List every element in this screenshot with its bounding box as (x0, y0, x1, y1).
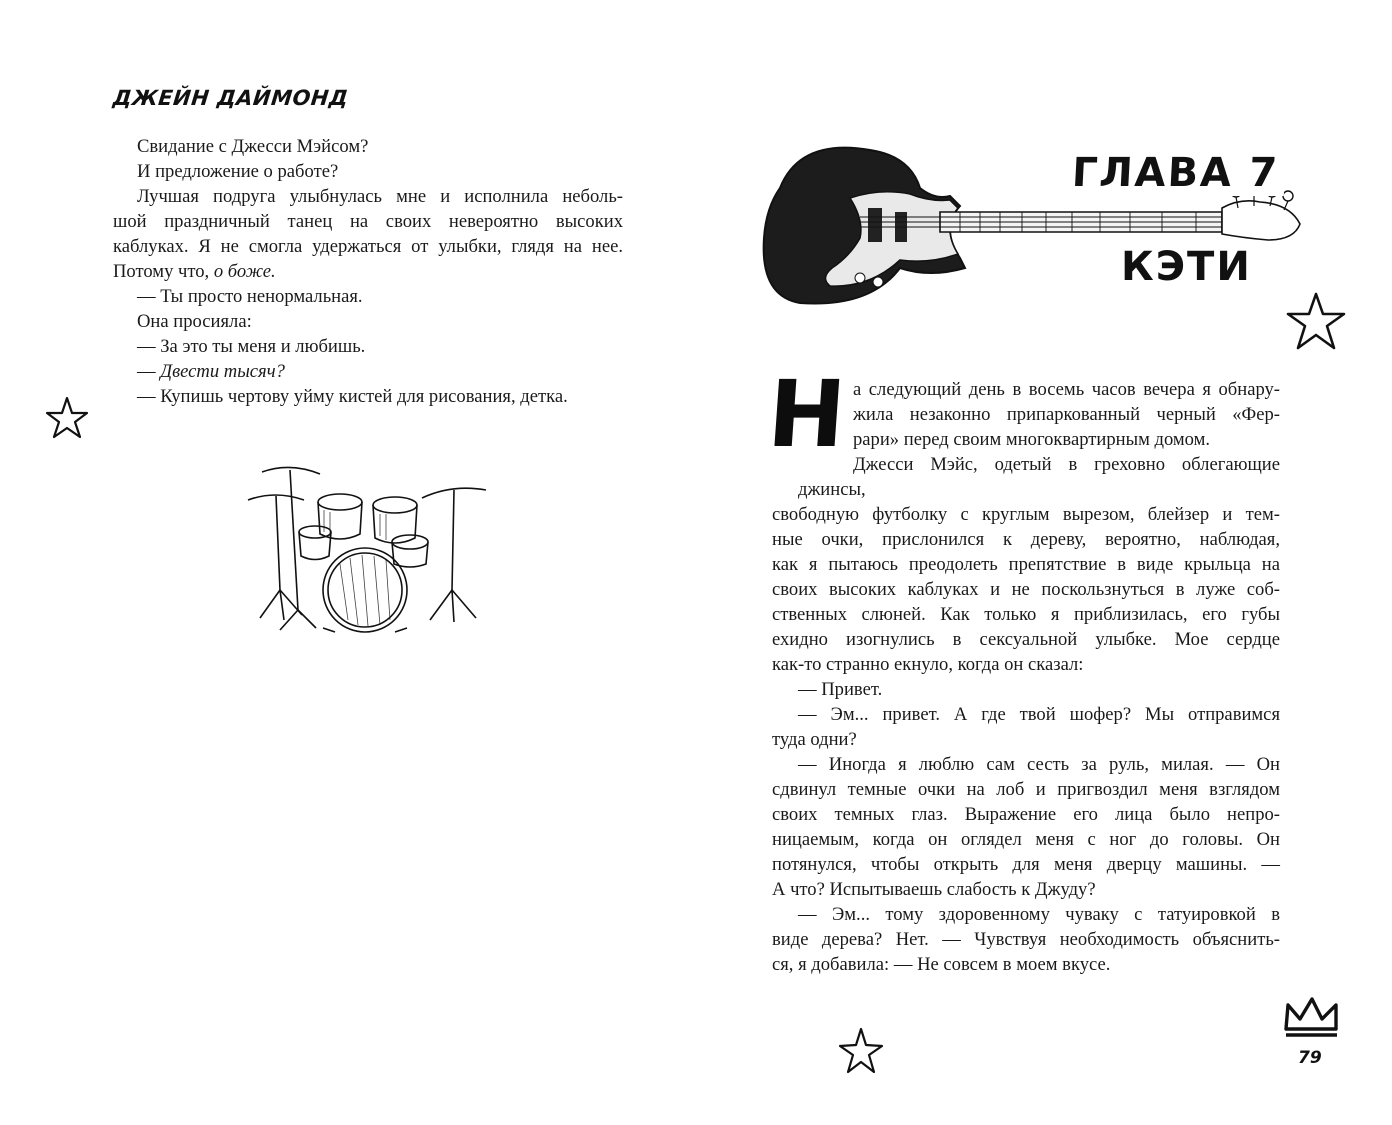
paragraph (772, 702, 1280, 752)
text-line: виде дерева? Нет. — Чувствуя необходимость объяснить- (772, 929, 1280, 950)
page-number: 79 (1298, 1048, 1322, 1068)
line-text: каблуках. Я не смогла удержаться от улыбки, глядя на нее. (113, 236, 623, 257)
paragraph (772, 452, 1280, 677)
line-text: Потому что, (113, 261, 214, 282)
line-text: — (137, 361, 161, 382)
line-text: — Купишь чертову уйму кистей для рисования, детка. (137, 386, 568, 407)
line-text: И предложение о работе? (137, 161, 339, 182)
text-line: Джесси Мэйс, одетый в греховно облегающие джинсы, (798, 454, 1280, 500)
chapter-label: ГЛАВА 7 (1065, 150, 1286, 196)
drop-cap: Н (764, 361, 849, 468)
text-line: А что? Испытываешь слабость к Джуду? (772, 879, 1096, 900)
text-line (113, 134, 623, 159)
chapter-name: КЭТИ (1121, 244, 1252, 290)
text-line: ехидно изогнулись в сексуальной улыбке. Мое сердце (772, 629, 1280, 650)
line-italic-text: о боже. (213, 261, 276, 282)
text-line: ственных слюней. Как только я приблизилась, его губы (772, 604, 1280, 625)
text-line (113, 284, 623, 309)
star-icon (44, 395, 90, 441)
line-text: Лучшая подруга улыбнулась мне и исполнила неболь- (137, 186, 623, 207)
text-line: своих высоких каблуках и не поскользнуться в луже соб- (772, 579, 1280, 600)
running-head: ДЖЕЙН ДАЙМОНД (111, 86, 350, 110)
line-text: шой праздничный танец на своих невероятно высоких (113, 211, 623, 232)
text-line: как я пытаюсь преодолеть препятствие в виде крыльца на (772, 554, 1280, 575)
text-line: рари» перед своим многоквартирным домом. (853, 429, 1211, 450)
text-line (113, 309, 623, 334)
line-text: Свидание с Джесси Мэйсом? (137, 136, 369, 157)
line-text: — За это ты меня и любишь. (137, 336, 366, 357)
text-line (113, 159, 623, 184)
text-line: — Привет. (798, 679, 883, 700)
left-page-text (113, 134, 623, 409)
text-line (113, 234, 623, 259)
text-line: — Иногда я люблю сам сесть за руль, милая. — Он (798, 754, 1280, 775)
right-page (696, 0, 1392, 1125)
text-line: а следующий день в восемь часов вечера я обнару- (853, 379, 1280, 400)
text-line (113, 209, 623, 234)
text-line: ницаемым, когда он оглядел меня с ног до головы. Он (772, 829, 1280, 850)
text-line: потянулся, чтобы открыть для меня дверцу машины. — (772, 854, 1280, 875)
text-line (113, 259, 623, 284)
text-line (113, 334, 623, 359)
text-line: ся, я добавила: — Не совсем в моем вкусе. (772, 954, 1111, 975)
text-line: своих темных глаз. Выражение его лица было непро- (772, 804, 1280, 825)
paragraph (772, 677, 1280, 702)
text-line: жила незаконно припаркованный черный «Фер- (853, 404, 1280, 425)
text-line (113, 184, 623, 209)
line-text: Она просияла: (137, 311, 252, 332)
star-icon (1284, 290, 1348, 352)
text-line: свободную футболку с круглым вырезом, блейзер и тем- (772, 504, 1280, 525)
text-line (113, 384, 623, 409)
line-italic-text: Двести тысяч? (160, 361, 285, 382)
text-line: ные очки, прислонился к дереву, вероятно, наблюдая, (772, 529, 1280, 550)
star-icon (836, 1025, 886, 1077)
paragraph (772, 377, 1280, 452)
paragraph (772, 752, 1280, 902)
text-line: как-то странно екнуло, когда он сказал: (772, 654, 1084, 675)
text-line: сдвинул темные очки на лоб и пригвоздил меня взглядом (772, 779, 1280, 800)
text-line: — Эм... привет. А где твой шофер? Мы отправимся (798, 704, 1280, 725)
text-line: туда одни? (772, 729, 857, 750)
chapter-body (772, 377, 1280, 977)
text-line: — Эм... тому здоровенному чуваку с татуировкой в (798, 904, 1280, 925)
drum-kit-illustration (240, 460, 490, 635)
paragraph (772, 902, 1280, 977)
text-line (113, 359, 623, 384)
line-text: — Ты просто ненормальная. (137, 286, 363, 307)
right-page-text (764, 361, 1280, 977)
crown-icon (1282, 995, 1342, 1043)
